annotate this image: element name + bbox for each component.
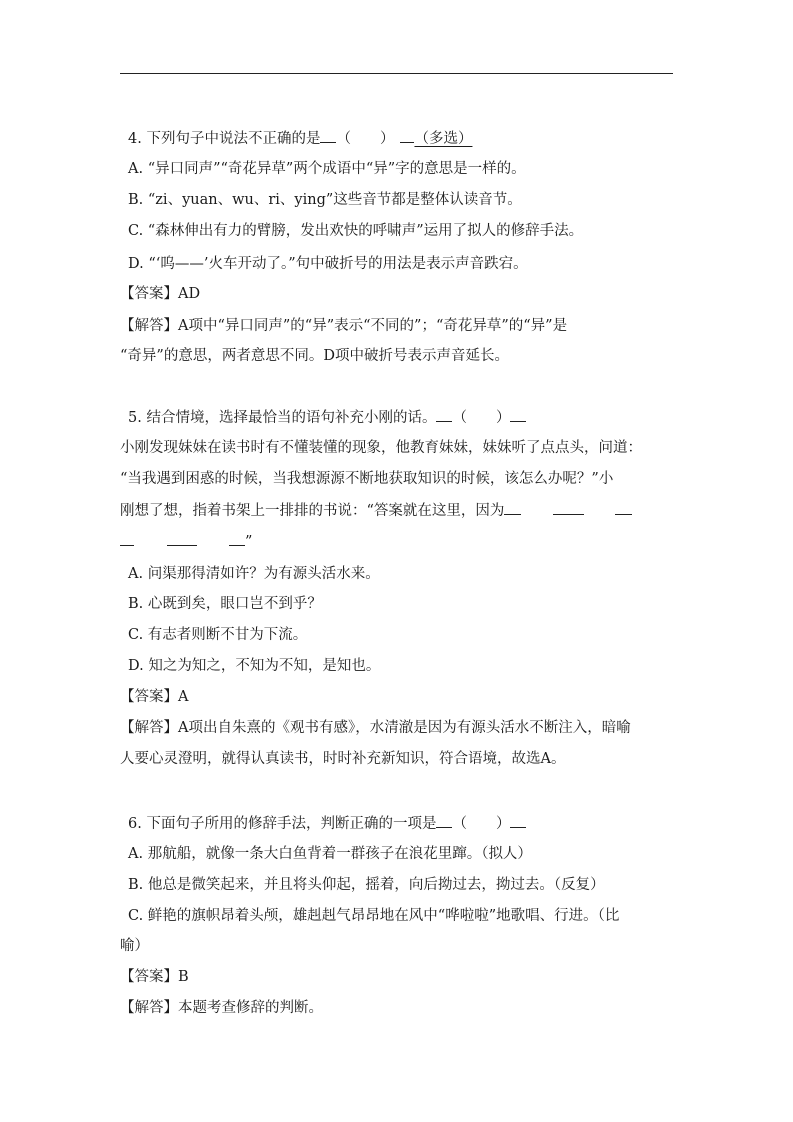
q5-fill-blank-1: [504, 500, 521, 515]
q5-context-line-3: [120, 500, 632, 521]
q5-stem: [128, 407, 526, 428]
q4-stem-text: 4. 下列句子中说法不正确的是: [128, 131, 321, 147]
q4-blank-right: [400, 128, 414, 143]
q4-paren: （ ）: [336, 131, 395, 147]
q6-paren: （ ）: [452, 816, 511, 832]
q5-analysis-line-2: 人要心灵澄明，就得认真读书，时时补充新知识，符合语境，故选A。: [120, 751, 566, 767]
q6-option-c: C. 鲜艳的旗帜昂着头颅，雄赳赳气昂昂地在风中“哗啦啦”地歌唱、行进。（比: [128, 908, 620, 924]
q5-option-d: D. 知之为知之，不知为不知，是知也。: [128, 658, 381, 674]
q6-blank-left: [436, 813, 452, 828]
q4-answer: 【答案】AD: [120, 286, 201, 302]
q5-context-line-4: [120, 531, 252, 552]
q4-option-a: A. “异口同声”“奇花异草”两个成语中“异”字的意思是一样的。: [128, 161, 526, 177]
q5-analysis-line-1: 【解答】A项出自朱熹的《观书有感》，水清澈是因为有源头活水不断注入，暗喻: [120, 720, 631, 736]
q5-paren: （ ）: [452, 410, 511, 426]
q4-analysis-line-1: 【解答】A项中“异口同声”的“异”表示“不同的”；“奇花异草”的“异”是: [120, 318, 568, 334]
q5-fill-blank-6: [229, 531, 245, 546]
header-rule: [120, 73, 673, 74]
q5-fill-blank-2: [553, 500, 584, 515]
q5-answer: 【答案】A: [120, 689, 189, 705]
q5-blank-left: [436, 407, 452, 422]
q4-note: （多选）: [414, 131, 473, 147]
q5-option-a: A. 问渠那得清如许？为有源头活水来。: [128, 566, 380, 582]
q5-option-c: C. 有志者则断不甘为下流。: [128, 627, 308, 643]
q6-stem-text: 6. 下面句子所用的修辞手法，判断正确的一项是: [128, 816, 437, 832]
q5-close-quote: ”: [245, 534, 253, 550]
q5-option-b: B. 心既到矣，眼口岂不到乎？: [128, 596, 322, 612]
q6-option-b: B. 他总是微笑起来，并且将头仰起，摇着，向后拗过去，拗过去。（反复）: [128, 877, 605, 893]
q6-blank-right: [510, 813, 526, 828]
q5-context-line-3-text: 刚想了想，指着书架上一排排的书说：“答案就在这里，因为: [120, 503, 505, 519]
q4-option-c: C. “森林伸出有力的臂膀，发出欢快的呼啸声”运用了拟人的修辞手法。: [128, 223, 584, 239]
q5-stem-text: 5. 结合情境，选择最恰当的语句补充小刚的话。: [128, 410, 437, 426]
q4-option-b: B. “zi、yuan、wu、ri、ying”这些音节都是整体认读音节。: [128, 192, 522, 208]
q5-context-line-2: “当我遇到困惑的时候，当我想源源不断地获取知识的时候，该怎么办呢？”小: [120, 471, 614, 487]
q4-blank-left: [320, 128, 336, 143]
q5-context-line-1: 小刚发现妹妹在读书时有不懂装懂的现象，他教育妹妹，妹妹听了点点头，问道：: [120, 440, 642, 456]
q5-fill-blank-4: [120, 531, 134, 546]
q5-blank-right: [510, 407, 526, 422]
q6-analysis: 【解答】本题考查修辞的判断。: [120, 1000, 323, 1016]
q6-stem: [128, 813, 526, 834]
q6-answer: 【答案】B: [120, 969, 189, 985]
q4-option-d: D. “‘呜——’火车开动了。”句中破折号的用法是表示声音跌宕。: [128, 256, 528, 272]
q6-option-c-wrap: 喻）: [120, 938, 149, 954]
q5-fill-blank-3: [615, 500, 632, 515]
q5-fill-blank-5: [167, 531, 197, 546]
q4-analysis-line-2: “奇异”的意思，两者意思不同。D项中破折号表示声音延长。: [120, 348, 509, 364]
q4-stem: [128, 128, 472, 149]
q6-option-a: A. 那航船，就像一条大白鱼背着一群孩子在浪花里蹿。（拟人）: [128, 846, 532, 862]
